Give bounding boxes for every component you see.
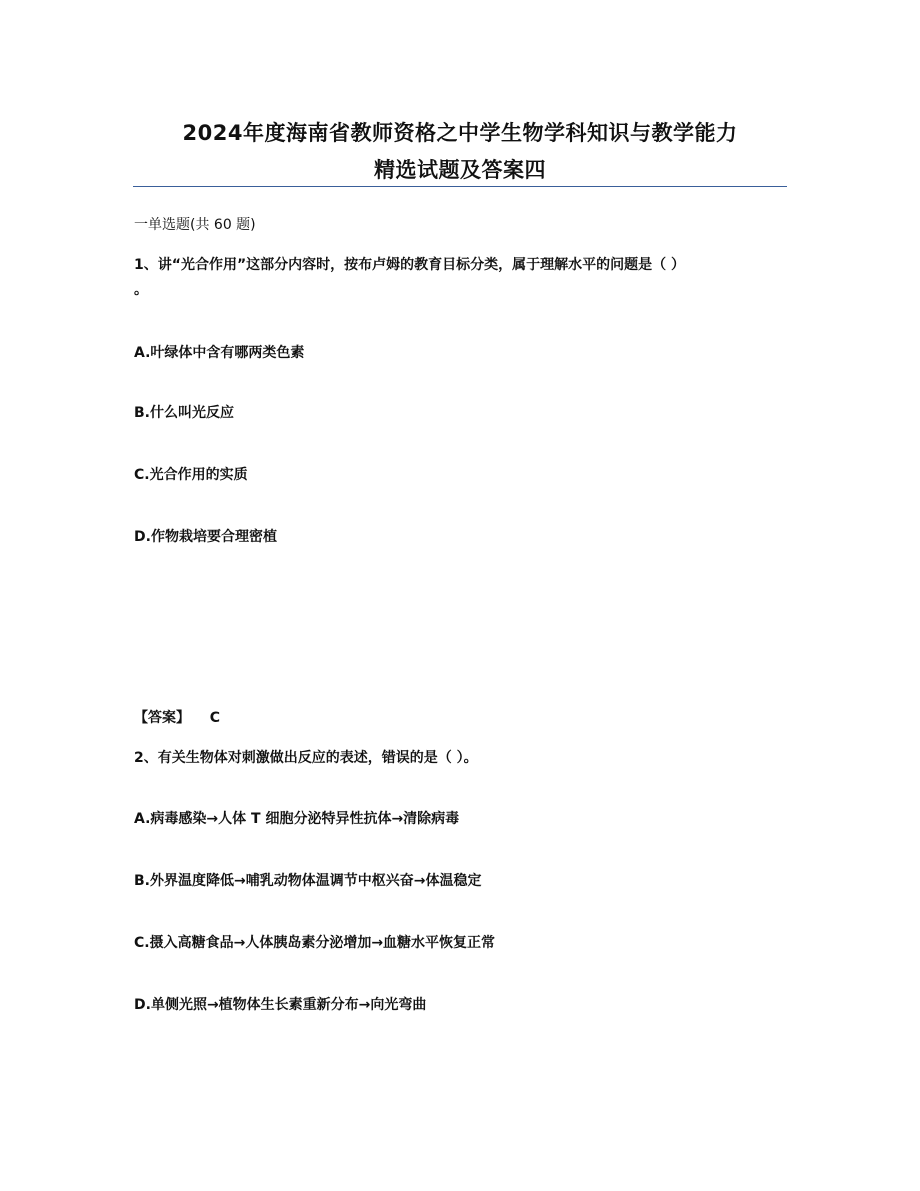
question-1-option-d: D.作物栽培要合理密植 [134, 529, 277, 545]
question-1-option-b: B.什么叫光反应 [134, 405, 234, 421]
answer-label: 【答案】 [134, 710, 190, 726]
answer-value: C [209, 710, 221, 726]
question-2-option-a: A.病毒感染→人体 T 细胞分泌特异性抗体→清除病毒 [134, 811, 460, 827]
question-2-option-b: B.外界温度降低→哺乳动物体温调节中枢兴奋→体温稳定 [134, 873, 482, 889]
question-2-stem: 2、有关生物体对刺激做出反应的表述，错误的是（ ）。 [134, 750, 478, 766]
document-title-line-2: 精选试题及答案四 [374, 158, 546, 182]
question-1-stem: 1、讲“光合作用”这部分内容时，按布卢姆的教育目标分类，属于理解水平的问题是（ ） [134, 257, 686, 273]
section-heading: 一单选题(共 60 题) [134, 217, 256, 233]
question-1-stem-continued: 。 [134, 282, 148, 298]
question-1-option-a: A.叶绿体中含有哪两类色素 [134, 345, 305, 361]
question-2-option-d: D.单侧光照→植物体生长素重新分布→向光弯曲 [134, 997, 427, 1013]
document-title-line-1: 2024年度海南省教师资格之中学生物学科知识与教学能力 [182, 121, 738, 145]
title-divider [133, 186, 787, 187]
question-1-option-c: C.光合作用的实质 [134, 467, 248, 483]
question-2-option-c: C.摄入高糖食品→人体胰岛素分泌增加→血糖水平恢复正常 [134, 935, 496, 951]
question-1-answer [134, 707, 220, 727]
